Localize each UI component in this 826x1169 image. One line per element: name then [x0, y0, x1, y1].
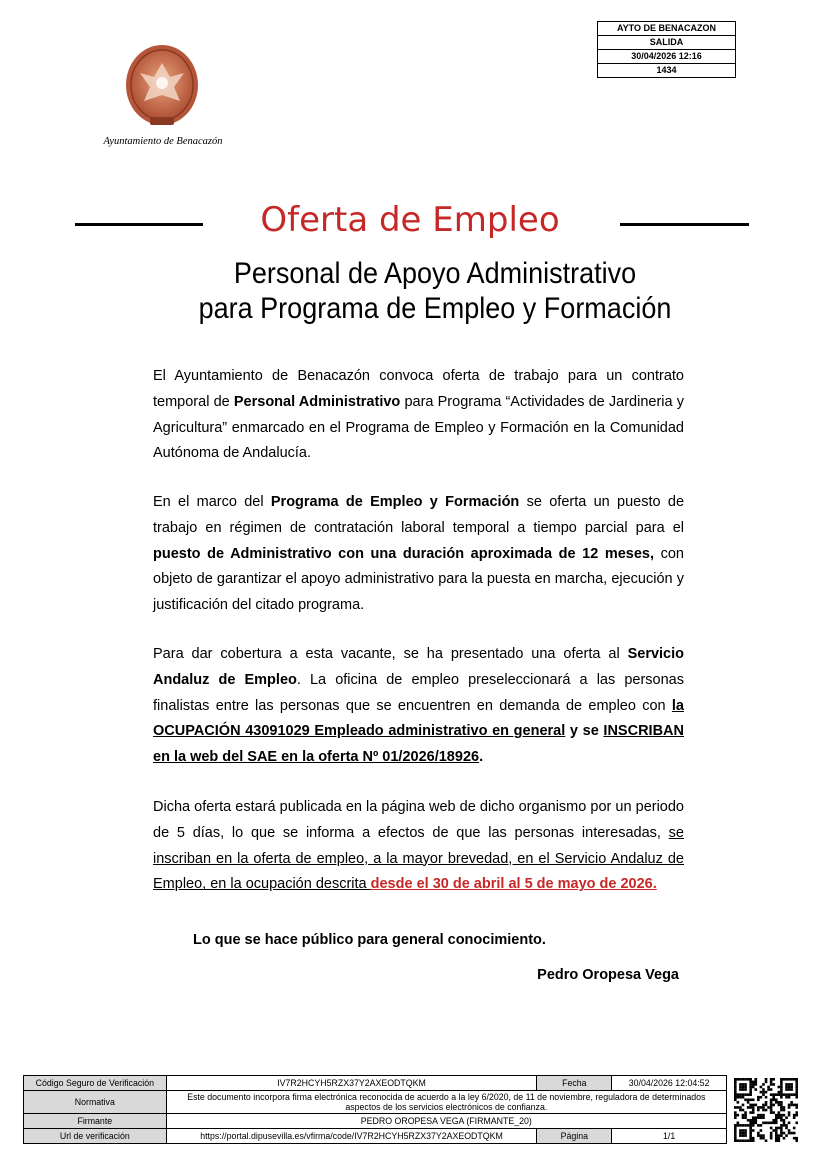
p1-text-2: para Programa “Actividades de Jardineria y Agricultura” enmarcado en el Programa de Empleo y Formación en la Comunidad Autónoma de Andalucía.	[153, 393, 684, 462]
subtitle-line-2: para Programa de Empleo y Formación	[198, 292, 672, 325]
p1-text-1: El Ayuntamiento de Benacazón convoca oferta de trabajo para un contrato temporal de	[153, 368, 684, 410]
closing-statement: Lo que se hace público para general conocimiento.	[193, 932, 546, 948]
seal-caption: Ayuntamiento de Benacazón	[103, 136, 223, 147]
p3-occupation: la OCUPACIÓN 43091029 Empleado administrativo en general	[153, 697, 684, 740]
p4-text-1: Dicha oferta estará publicada en la página web de dicho organismo por un periodo de 5 días, lo que se informa a efectos de que las personas interesadas,	[153, 799, 684, 841]
page-title: Oferta de Empleo	[260, 200, 560, 240]
p1-bold-1: Personal Administrativo	[233, 393, 401, 410]
registry-stamp	[597, 21, 736, 78]
fecha-label: Fecha	[537, 1076, 612, 1091]
p3-text-2: . La oficina de empleo preseleccionará a las personas finalistas entre las personas que se encuentren en demanda de empleo con	[153, 671, 684, 714]
title-rule-right	[620, 223, 749, 226]
p3-bold-3: .	[479, 749, 484, 766]
pagina-value: 1/1	[612, 1129, 727, 1144]
p2-bold-2: puesto de Administrativo con una duración aproximada de 12 meses,	[153, 545, 655, 562]
csv-label: Código Seguro de Verificación	[24, 1076, 167, 1091]
stamp-type: SALIDA	[598, 36, 736, 50]
p3-bold-1: Servicio Andaluz de Empleo	[153, 646, 684, 688]
url-value[interactable]: https://portal.dipusevilla.es/vfirma/code/IV7R2HCYH5RZX37Y2AXEODTQKM	[166, 1129, 537, 1144]
qr-code-icon	[734, 1078, 798, 1142]
stamp-organism: AYTO DE BENACAZON	[598, 22, 736, 36]
signer-name: Pedro Oropesa Vega	[537, 967, 679, 983]
paragraph-1	[153, 364, 684, 467]
p3-text-1: Para dar cobertura a esta vacante, se ha presentado una oferta al	[153, 646, 628, 662]
normativa-label: Normativa	[24, 1091, 167, 1114]
p2-text-1: En el marco del	[153, 494, 271, 510]
p2-bold-1: Programa de Empleo y Formación	[270, 494, 520, 510]
firmante-value: PEDRO OROPESA VEGA (FIRMANTE_20)	[166, 1114, 726, 1129]
p4-underlined: se inscriban en la oferta de empleo, a la mayor brevedad, en el Servicio Andaluz de Empleo, en la ocupación descrita	[153, 824, 684, 893]
p2-text-2: se oferta un puesto de trabajo en régimen de contratación laboral temporal a tiempo parcial para el	[153, 494, 685, 536]
p3-offer-number: INSCRIBAN en la web del SAE en la oferta Nº 01/2026/18926	[153, 723, 684, 766]
fecha-value: 30/04/2026 12:04:52	[612, 1076, 727, 1091]
p3-bold-2: y se	[565, 723, 604, 740]
municipal-seal-icon	[124, 43, 200, 131]
p2-text-3: con objeto de garantizar el apoyo administrativo para la puesta en marcha, ejecución y justificación del citado programa.	[153, 545, 684, 614]
paragraph-4	[153, 795, 684, 898]
url-label: Url de verificación	[24, 1129, 167, 1144]
normativa-value: Este documento incorpora firma electrónica reconocida de acuerdo a la ley 6/2020, de 11 de noviembre, reguladora de determinados aspectos de los servicios electrónicos de confianza.	[166, 1091, 726, 1114]
subtitle-line-1: Personal de Apoyo Administrativo	[233, 257, 637, 290]
pagina-label: Página	[537, 1129, 612, 1144]
firmante-label: Firmante	[24, 1114, 167, 1129]
paragraph-2	[153, 490, 684, 619]
title-rule-left	[75, 223, 203, 226]
paragraph-3	[153, 642, 684, 771]
stamp-number: 1434	[598, 64, 736, 78]
csv-value: IV7R2HCYH5RZX37Y2AXEODTQKM	[166, 1076, 537, 1091]
p4-date-range: desde el 30 de abril al 5 de mayo de 2026.	[370, 876, 657, 893]
stamp-datetime: 30/04/2026 12:16	[598, 50, 736, 64]
verification-table	[23, 1075, 727, 1144]
